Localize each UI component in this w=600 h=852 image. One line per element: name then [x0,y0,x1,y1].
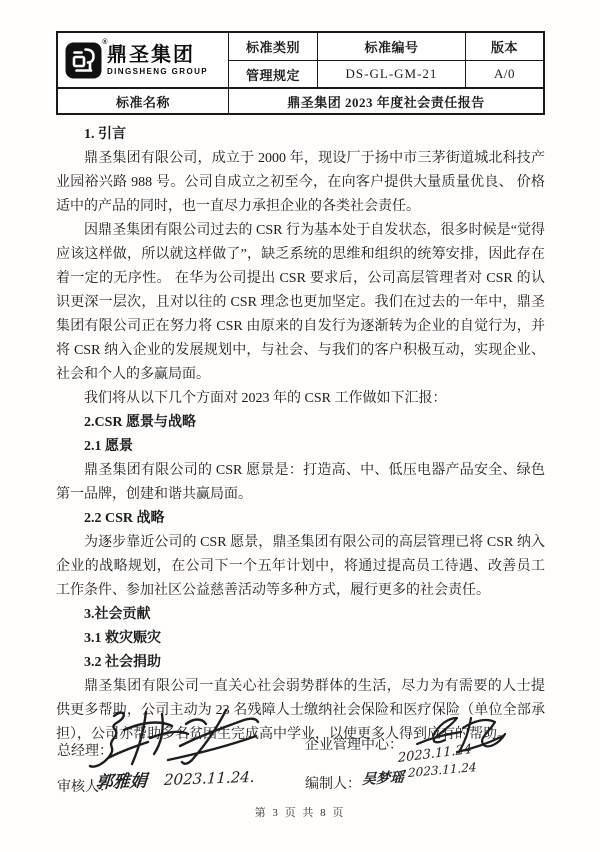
management-center-signature-date: 2023.11.24 [397,741,473,767]
std-category-value: 管理规定 [228,60,317,87]
std-number-label: 标准编号 [317,33,465,60]
std-category-label: 标准类别 [228,33,317,60]
paragraph-csr-background: 因鼎圣集团有限公司过去的 CSR 行为基本处于自发状态，很多时候是“觉得应该这样做，所以就这样做了”，缺乏系统的思维和组织的统筹安排，因此存在着一定的无序性。 在华为公司提出 CSR 要求后，公司高层管理者对 CSR 的认识更深一层次，且对以往的 CSR 理念也更加坚定。我们在过去的一年中，鼎圣集团有限公司正在努力将 CSR 由原来的自发行为逐渐转为企业的自觉行为，并将 CSR 纳入企业的发展规划中，与社会、与我们的客户积极互动，实现企业、社会和个人的多赢局面。 [56,223,545,382]
paragraph-strategy: 为逐步靠近公司的 CSR 愿景，鼎圣集团有限公司的高层管理已将 CSR 纳入企业的战略规划，在公司下一个五年计划中，将通过提高员工待遇、改善员工工作条件、参加社区公益慈善活动等多种方式，履行更多的社会责任。 [56,535,545,598]
version-label: 版本 [465,33,543,60]
reviewer-signature-handwriting: 郭雅娟 [94,771,148,794]
document-body [56,123,545,747]
logo-name-cn: 鼎圣集团 [107,43,195,66]
version-value: A/0 [465,60,543,87]
dingsheng-logo-icon [65,38,108,79]
page-number-indicator: 第 3 页 共 8 页 [254,807,346,819]
registered-trademark-mark: ® [102,38,108,46]
paragraph-company-intro: 鼎圣集团有限公司，成立于 2000 年，现设厂于扬中市三茅街道城北科技产业园裕兴路 988 号。公司自成立之初至今，在向客户提供大量质量优良、 价格适中的产品的同时，也一直尽力承担企业的各类社会责任。 [56,151,545,214]
reviewer-signature-date: 2023.11.24. [163,767,256,790]
heading-1-introduction: 1. 引言 [84,127,126,142]
logo-name-en: DINGSHENG GROUP [107,66,209,76]
management-center-label: 企业管理中心： [305,738,403,753]
general-manager-signature-scribble [84,702,266,776]
heading-3-1-disaster-relief: 3.1 救灾赈灾 [84,631,161,646]
std-name-value: 鼎圣集团 2023 年度社会责任报告 [228,87,543,113]
heading-2-1-vision: 2.1 愿景 [84,439,133,454]
heading-3-2-social-donation: 3.2 社会捐助 [84,655,161,670]
paragraph-vision: 鼎圣集团有限公司的 CSR 愿景是：打造高、中、低压电器产品安全、绿色第一品牌，创建和谐共赢局面。 [56,463,545,502]
paragraph-donation-detail: 鼎圣集团有限公司一直关心社会弱势群体的生活，尽力为有需要的人士提供更多帮助，公司主动为 23 名残障人士缴纳社会保险和医疗保险（单位全部承担），公司亦帮助多名贫困生完成高中学业，以使更多人得到应有的帮助。 [56,679,545,742]
heading-3-social-contribution: 3.社会贡献 [84,607,151,622]
compiler-signature-date: 2023.11.24 [408,759,477,781]
std-number-value: DS-GL-GM-21 [317,60,465,87]
company-logo [58,33,228,87]
compiler-signature-handwriting: 吴梦瑶 [361,769,405,789]
compiler-label: 编制人： [305,777,361,792]
paragraph-report-lead-in: 我们将从以下几个方面对 2023 年的 CSR 工作做如下汇报： [84,391,447,406]
header-table [56,31,545,115]
heading-2-2-csr-strategy: 2.2 CSR 战略 [84,511,165,526]
reviewer-label: 审核人： [57,780,113,795]
general-manager-label: 总经理： [57,744,113,759]
std-name-label: 标准名称 [58,87,228,113]
logo-text [107,45,208,76]
heading-2-csr-vision-strategy: 2.CSR 愿景与战略 [84,415,197,430]
